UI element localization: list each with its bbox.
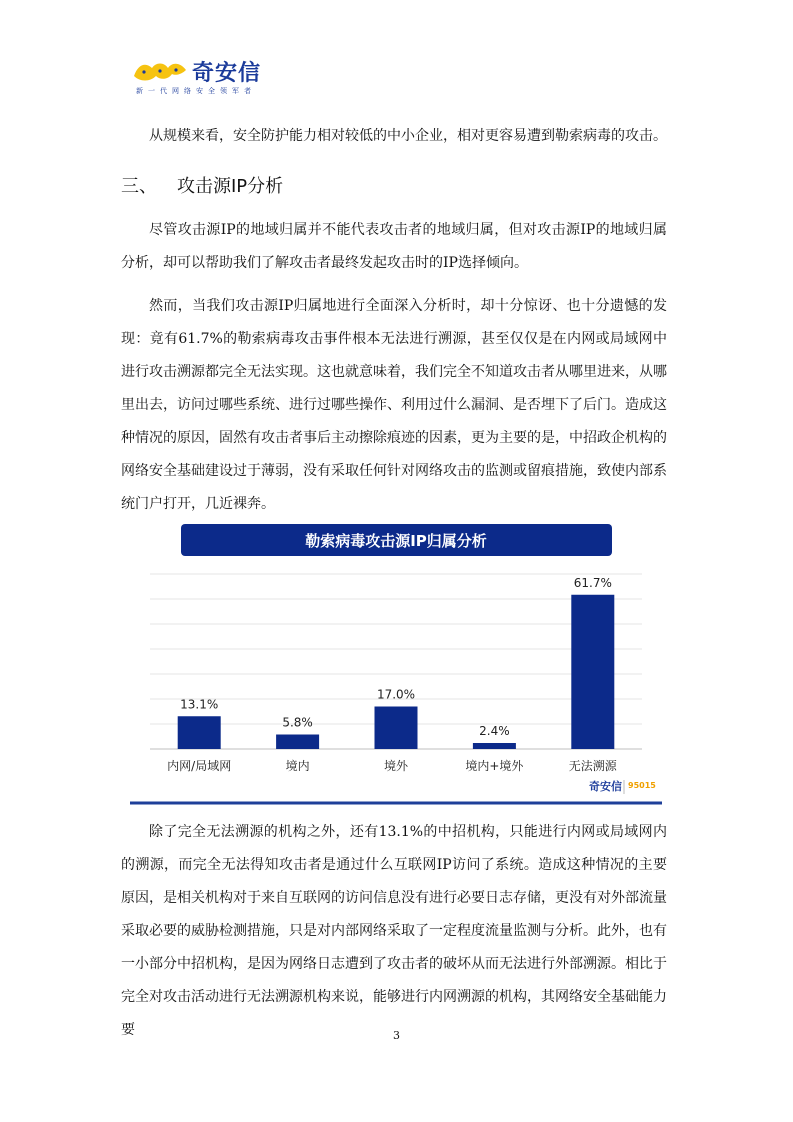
bar-value-label: 5.8% (282, 715, 313, 730)
bar (571, 595, 614, 749)
category-label: 境外 (383, 759, 409, 773)
brand-logo (132, 56, 292, 100)
chart-title: 勒索病毒攻击源IP归属分析 (305, 532, 487, 550)
bar (178, 716, 221, 749)
category-label: 境内 (285, 759, 310, 773)
bar-value-label: 17.0% (376, 687, 416, 702)
chart-figure (130, 518, 662, 806)
section-heading (121, 172, 283, 198)
watermark-brand: 奇安信 (589, 780, 622, 793)
brand-mark-icon (132, 58, 190, 84)
brand-tagline: 新一代网络安全领军者 (136, 87, 256, 95)
body-paragraph-1: 尽管攻击源IP的地域归属并不能代表攻击者的地域归属，但对攻击源IP的地域归属分析，却可以帮助我们了解攻击者最终发起攻击时的IP选择倾向。 (121, 222, 667, 271)
bar-value-label: 13.1% (180, 697, 219, 712)
chart-watermark (589, 779, 656, 794)
bar (375, 707, 418, 750)
section-title: 攻击源IP分析 (177, 176, 284, 197)
bar (473, 743, 516, 749)
watermark-code: 95015 (628, 781, 656, 790)
body-paragraph-2: 然而，当我们攻击源IP归属地进行全面深入分析时，却十分惊讶、也十分遗憾的发现：竟有61.7%的勒索病毒攻击事件根本无法进行溯源，甚至仅仅是在内网或局域网中进行攻击溯源都完全无法实现。这也就意味着，我们完全不知道攻击者从哪里进来，从哪里出去，访问过哪些系统、进行过哪些操作、利用过什么漏洞、是否埋下了后门。造成这种情况的原因，固然有攻击者事后主动擦除痕迹的因素，更为主要的是，中招政企机构的网络安全基础建设过于薄弱，没有采取任何针对网络攻击的监测或留痕措施，致使内部系统门户打开，几近裸奔。 (121, 298, 667, 512)
bar-value-label: 2.4% (479, 724, 510, 738)
intro-paragraph: 从规模来看，安全防护能力相对较低的中小企业，相对更容易遭到勒索病毒的攻击。 (149, 128, 667, 144)
body-paragraph-3: 除了完全无法溯源的机构之外，还有13.1%的中招机构，只能进行内网或局域网内的溯源，而完全无法得知攻击者是通过什么互联网IP访问了系统。造成这种情况的主要原因，是相关机构对于来自互联网的访问信息没有进行必要日志存储，更没有对外部流量采取必要的威胁检测措施，只是对内部网络采取了一定程度流量监测与分析。此外，也有一小部分中招机构，是因为网络日志遭到了攻击者的破坏从而无法进行外部溯源。相比于完全对攻击活动进行无法溯源机构来说，能够进行内网溯源的机构，其网络安全基础能力要 (121, 824, 667, 1038)
brand-name: 奇安信 (192, 61, 262, 86)
section-number: 三、 (121, 176, 157, 197)
category-label: 内网/局域网 (167, 759, 232, 773)
page-number: 3 (393, 1029, 400, 1042)
bar (276, 735, 319, 750)
bar-value-label: 61.7% (573, 575, 612, 590)
bar-chart (130, 518, 662, 806)
category-label: 无法溯源 (568, 759, 617, 773)
category-label: 境内+境外 (465, 759, 524, 773)
